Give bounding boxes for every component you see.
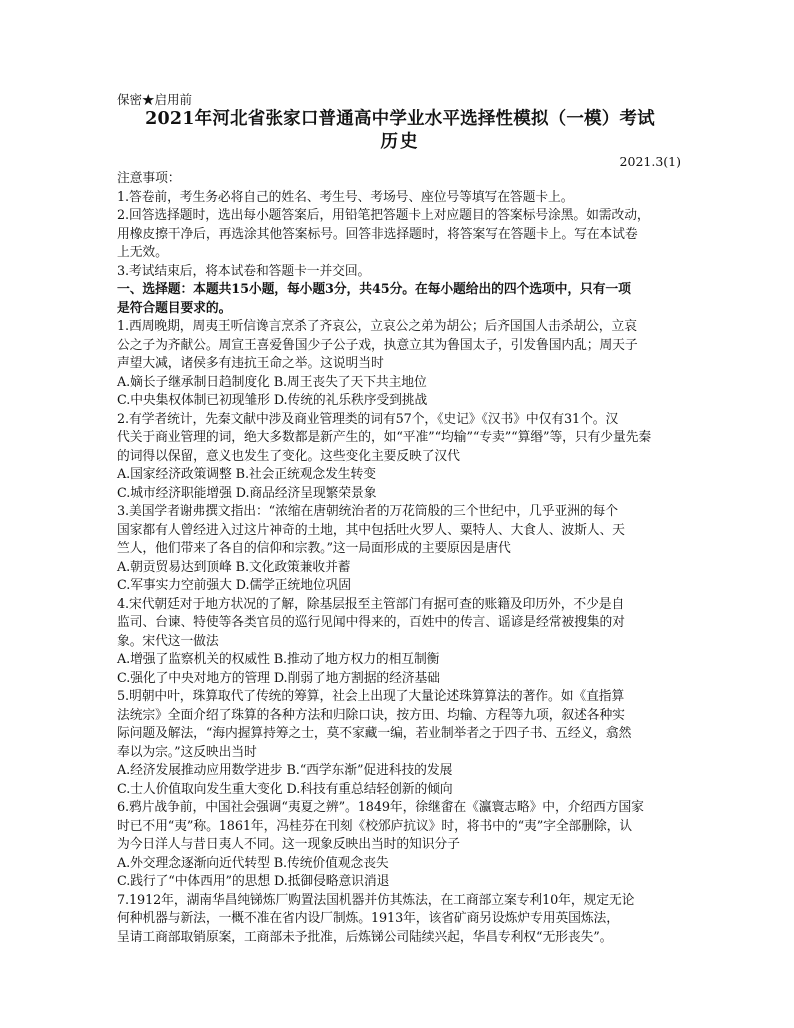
notes-line: 3.考试结束后，将本试卷和答题卡一并交回。 <box>117 263 371 279</box>
question-stem-line: 象。宋代这一做法 <box>117 633 219 649</box>
section-heading <box>117 281 683 318</box>
question-option-line: C.践行了“中体西用”的思想 D.抵御侵略意识消退 <box>117 874 390 889</box>
question-option-line: A.朝贡贸易达到顶峰 B.文化政策兼收并蓄 <box>117 559 351 575</box>
question-stem-line: 4.宋代朝廷对于地方状况的了解，除基层报至主管部门有据可查的账籍及印历外，不少是自 <box>117 596 625 612</box>
question-6 <box>117 799 683 892</box>
notes-line: 用橡皮擦干净后，再选涂其他答案标号。回答非选择题时，将答案写在答题卡上。写在本试卷 <box>117 226 638 242</box>
section-line: 一、选择题：本题共15小题，每小题3分，共45分。在每小题给出的四个选项中，只有一项 <box>117 282 631 297</box>
section-line: 是符合题目要求的。 <box>117 300 232 316</box>
question-4 <box>117 596 683 689</box>
question-stem-line: 7.1912年，湖南华昌纯锑炼厂购置法国机器并仿其炼法，在工商部立案专利10年，规定无论 <box>117 892 635 908</box>
question-stem-line: 2.有学者统计，先秦文献中涉及商业管理类的词有57个，《史记》《汉书》中仅有31个。汉 <box>117 411 619 427</box>
question-option-line: C.中央集权体制已初现雏形 D.传统的礼乐秩序受到挑战 <box>117 393 428 408</box>
notes-heading: 注意事项： <box>117 171 181 186</box>
question-1 <box>117 318 683 411</box>
question-option-line: C.士人价值取向发生重大变化 D.科技有重总结轻创新的倾向 <box>117 781 453 797</box>
question-option-line: A.外交理念逐渐向近代转型 B.传统价值观念丧失 <box>117 855 389 871</box>
question-option-line: A.国家经济政策调整 B.社会正统观念发生转变 <box>117 467 376 482</box>
exam-date: 2021.3(1) <box>619 154 681 169</box>
notes-line: 上无效。 <box>117 245 168 260</box>
question-2 <box>117 411 683 504</box>
question-stem-line: 3.美国学者谢弗撰文指出：“浓缩在唐朝统治者的万花筒般的三个世纪中，几乎亚洲的每个 <box>117 504 618 519</box>
question-stem-line: 1.西周晚期，周夷王听信谗言烹杀了齐哀公，立哀公之弟为胡公；后齐国国人击杀胡公，立哀 <box>117 319 637 334</box>
question-stem-line: 声望大减，诸侯多有违抗王命之举。这说明当时 <box>117 356 384 371</box>
exam-title: 2021年河北省张家口普通高中学业水平选择性模拟（一模）考试 <box>145 109 655 129</box>
subject-title: 历史 <box>380 132 420 152</box>
question-option-line: C.城市经济职能增强 D.商品经济呈现繁荣景象 <box>117 485 377 501</box>
question-stem-line: 监司、台谏、特使等各类官员的巡行见闻中得来的，百姓中的传言、谣谚是经常被搜集的对 <box>117 615 625 630</box>
question-stem-line: 奉以为宗。”这反映出当时 <box>117 744 257 760</box>
question-stem-line: 代关于商业管理的词，绝大多数都是新产生的，如“平准”“均输”“专卖”“算缗”等，只有少量先秦 <box>117 430 652 445</box>
question-stem-line: 5.明朝中叶，珠算取代了传统的筹算，社会上出现了大量论述珠算算法的著作。如《直指算 <box>117 689 625 704</box>
notes-block <box>117 170 683 281</box>
question-5 <box>117 688 683 799</box>
question-option-line: C.强化了中央对地方的管理 D.削弱了地方割据的经济基础 <box>117 670 440 686</box>
question-stem-line: 法统宗》全面介绍了珠算的各种方法和归除口诀，按方田、均输、方程等九项，叙述各种实 <box>117 707 625 723</box>
question-stem-line: 公之子为齐献公。周宣王喜爱鲁国少子公子戏，执意立其为鲁国太子，引发鲁国内乱；周天子 <box>117 337 638 353</box>
question-stem-line: 6.鸦片战争前，中国社会强调“夷夏之辨”。1849年，徐继畬在《瀛寰志略》中，介绍西方国家 <box>117 800 644 815</box>
question-stem-line: 国家都有人曾经进入过这片神奇的土地，其中包括吐火罗人、粟特人、大食人、波斯人、天 <box>117 522 625 538</box>
notes-line: 1.答卷前，考生务必将自己的姓名、考生号、考场号、座位号等填写在答题卡上。 <box>117 189 574 205</box>
question-stem-line: 的词得以保留，意义也发生了变化。这些变化主要反映了汉代 <box>117 448 460 464</box>
question-option-line: A.增强了监察机关的权威性 B.推动了地方权力的相互制衡 <box>117 652 440 667</box>
notes-line: 2.回答选择题时，选出每小题答案后，用铅笔把答题卡上对应题目的答案标号涂黑。如需改动， <box>117 208 650 223</box>
question-stem-line: 竺人，他们带来了各自的信仰和宗教。”这一局面形成的主要原因是唐代 <box>117 541 511 556</box>
exam-page <box>117 92 683 947</box>
secret-label: 保密★启用前 <box>117 92 193 107</box>
question-stem-line: 为今日洋人与昔日夷人不同。这一现象反映出当时的知识分子 <box>117 837 460 852</box>
question-stem-line: 际问题及解法，“海内握算持筹之士，莫不家藏一编，若业制举者之于四子书、五经义，翕然 <box>117 726 632 741</box>
question-stem-line: 何种机器与新法，一概不准在省内设厂制炼。1913年，该省矿商另设炼炉专用英国炼法， <box>117 911 619 926</box>
question-option-line: A.经济发展推动应用数学进步 B.“西学东渐”促进科技的发展 <box>117 763 453 778</box>
question-option-line: A.嫡长子继承制日趋制度化 B.周王丧失了天下共主地位 <box>117 374 427 390</box>
question-stem-line: 呈请工商部取销原案，工商部未予批准，后炼锑公司陆续兴起，华昌专利权“无形丧失”。 <box>117 929 613 945</box>
question-3 <box>117 503 683 596</box>
question-option-line: C.军事实力空前强大 D.儒学正统地位巩固 <box>117 578 351 593</box>
question-7 <box>117 892 683 948</box>
question-stem-line: 时已不用“夷”称。1861年，冯桂芬在刊刻《校邠庐抗议》时，将书中的“夷”字全部删除，认 <box>117 818 633 834</box>
